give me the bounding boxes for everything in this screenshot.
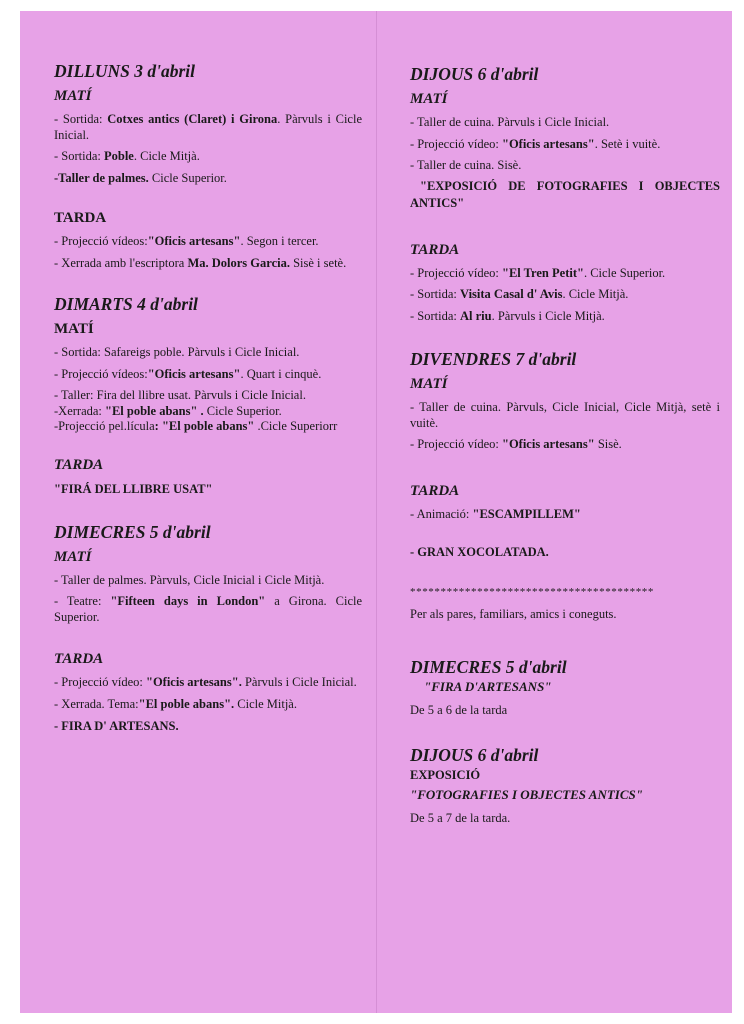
day-title: DILLUNS 3 d'abril	[54, 61, 195, 81]
list-item: - Xerrada. Tema:"El poble abans". Cicle Mitjà.	[54, 696, 297, 711]
event-time: De 5 a 7 de la tarda.	[410, 811, 511, 825]
list-item: - Taller de palmes. Pàrvuls, Cicle Inicial i Cicle Mitjà.	[54, 572, 325, 587]
list-item: "FIRÁ DEL LLIBRE USAT"	[54, 481, 213, 496]
day-title: DIJOUS 6 d'abril	[410, 64, 539, 84]
list-item: - Sortida: Poble. Cicle Mitjà.	[54, 149, 200, 163]
list-item: - Taller de cuina. Pàrvuls i Cicle Inicial.	[410, 115, 610, 129]
list-item: - Sortida: Al riu. Pàrvuls i Cicle Mitjà.	[410, 308, 605, 323]
list-item: - Xerrada amb l'escriptora Ma. Dolors Garcia. Sisè i setè.	[54, 255, 347, 270]
section-mati: MATÍ	[410, 376, 448, 392]
list-item: - Projecció vídeo: "Oficis artesans". Pàrvuls i Cicle Inicial.	[54, 675, 357, 689]
section-tarda: TARDA	[54, 456, 104, 473]
list-item: - Projecció vídeo: "Oficis artesans". Setè i vuitè.	[410, 136, 661, 151]
list-item: -Projecció pel.lícula: "El poble abans" .Cicle Superiorr	[54, 419, 338, 433]
day-title: DIJOUS 6 d'abril	[410, 745, 539, 765]
section-tarda: TARDA	[410, 241, 460, 258]
day-title: DIMARTS 4 d'abril	[54, 294, 198, 314]
right-column	[410, 63, 720, 830]
list-item: -Taller de palmes. Cicle Superior.	[54, 170, 227, 185]
exhibition-title: "EXPOSICIÓ DE FOTOGRAFIES I OBJECTES ANTICS"	[410, 178, 720, 210]
section-tarda: TARDA	[54, 651, 104, 667]
list-item: -Xerrada: "El poble abans" . Cicle Superior.	[54, 403, 282, 418]
event-time: De 5 a 6 de la tarda	[410, 703, 508, 717]
list-item: - Projecció vídeo: "Oficis artesans" Sisè.	[410, 437, 622, 451]
list-item: - Taller de cuina. Sisè.	[410, 158, 522, 172]
list-item: - Sortida: Safareigs poble. Pàrvuls i Cicle Inicial.	[54, 345, 300, 359]
section-mati: MATÍ	[54, 548, 92, 565]
section-mati: MATÍ	[410, 91, 448, 107]
audience-note: Per als pares, familiars, amics i coneguts.	[410, 607, 617, 621]
list-item: - FIRA D' ARTESANS.	[54, 719, 179, 733]
event-label: EXPOSICIÓ	[410, 768, 481, 782]
day-title: DIVENDRES 7 d'abril	[410, 349, 577, 369]
section-mati: MATÍ	[54, 321, 94, 337]
list-item: - Projecció vídeos:"Oficis artesans". Quart i cinquè.	[54, 366, 322, 381]
list-item: - GRAN XOCOLATADA.	[410, 545, 549, 559]
fold-line	[376, 11, 377, 1013]
section-tarda: TARDA	[54, 210, 107, 226]
divider-stars: ****************************************	[410, 586, 654, 598]
list-item: - Projecció vídeos:"Oficis artesans". Segon i tercer.	[54, 234, 319, 248]
list-item: - Sortida: Visita Casal d' Avis. Cicle Mitjà.	[410, 287, 629, 301]
list-item: - Projecció vídeo: "El Tren Petit". Cicle Superior.	[410, 265, 666, 280]
list-item: - Sortida: Cotxes antics (Claret) i Girona. Pàrvuls i Cicle Inicial.	[54, 112, 362, 142]
list-item: - Taller de cuina. Pàrvuls, Cicle Inicial, Cicle Mitjà, setè i vuitè.	[410, 400, 720, 430]
event-title: "FOTOGRAFIES I OBJECTES ANTICS"	[410, 787, 643, 802]
section-mati: MATÍ	[54, 88, 92, 104]
day-title: DIMECRES 5 d'abril	[410, 657, 567, 677]
day-title: DIMECRES 5 d'abril	[54, 521, 211, 542]
left-column	[54, 60, 362, 740]
section-tarda: TARDA	[410, 482, 460, 499]
list-item: - Taller: Fira del llibre usat. Pàrvuls i Cicle Inicial.	[54, 388, 306, 402]
list-item: - Teatre: "Fifteen days in London" a Girona. Cicle Superior.	[54, 594, 363, 624]
list-item: - Animació: "ESCAMPILLEM"	[410, 506, 581, 521]
event-title: "FIRA D'ARTESANS"	[424, 679, 552, 694]
